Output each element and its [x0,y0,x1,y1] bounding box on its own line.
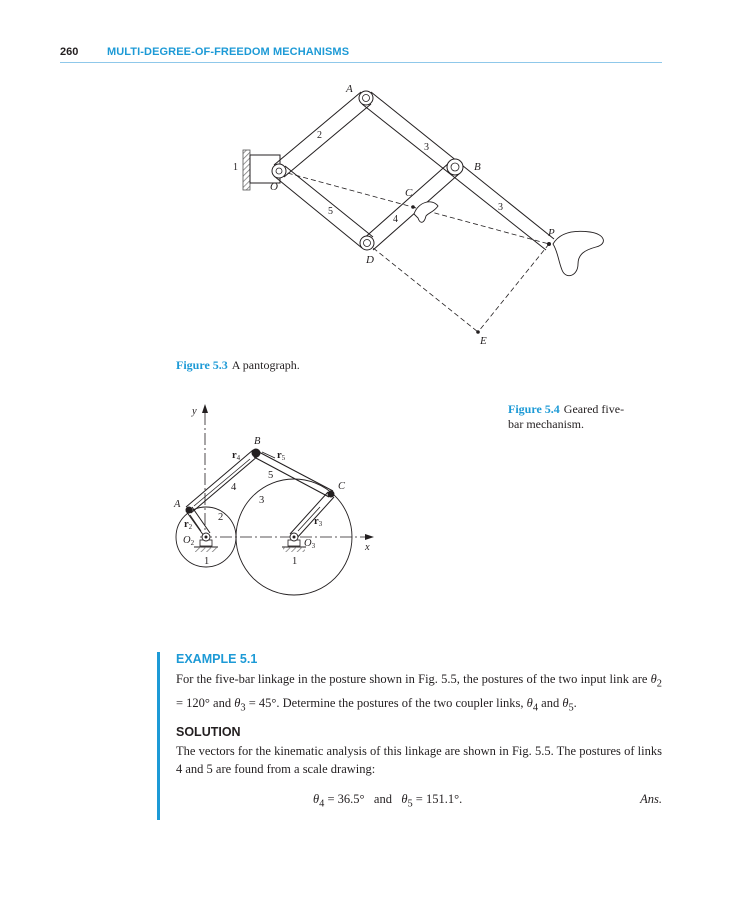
example-title: EXAMPLE 5.1 [176,652,258,666]
label-b: B [474,161,481,173]
axis-label-x: x [365,542,370,553]
label-link-5: 5 [268,470,274,481]
label-o3: O3 [304,538,316,550]
joint-b [252,449,261,458]
figure-5-4-caption-text: Geared five-bar mechanism. [508,402,625,431]
figure-5-4-caption [508,402,628,432]
page-number: 260 [60,46,79,58]
figure-5-3-label: Figure 5.3 [176,358,228,372]
label-link-3b: 3 [498,202,503,213]
label-link-4: 4 [231,482,237,493]
label-ground-1: 1 [233,162,238,173]
label-o2: O2 [183,535,195,547]
solution-equation [176,792,662,810]
label-r3: r3 [314,516,323,528]
label-joint-b: B [254,436,261,447]
label-r5: r5 [277,450,286,462]
label-joint-c: C [338,481,346,492]
label-e: E [480,335,487,347]
pivot-o2 [194,533,218,552]
position-vectors [190,452,320,531]
x-axis-arrow [365,534,374,540]
example-accent-bar [157,652,160,820]
label-link-2: 2 [218,512,224,523]
label-ground-1a: 1 [204,556,210,567]
label-r2: r2 [184,519,193,531]
answer-marker: Ans. [640,792,662,806]
joint-c [328,491,335,498]
running-head: MULTI-DEGREE-OF-FREEDOM MECHANISMS [107,46,350,58]
y-axis-arrow [202,404,208,413]
axis-label-y: y [192,406,197,417]
pivot-o3 [282,533,306,552]
label-o: O [270,181,278,193]
label-link-2: 2 [317,130,322,141]
label-joint-a: A [174,499,181,510]
label-p: P [548,227,555,239]
equation-body: $\theta_4 = 36.5^\circ$ and $\theta_5 = 151.1^\circ$. [313,792,463,810]
label-r4: r4 [232,450,241,462]
label-link-3a: 3 [424,142,429,153]
solution-title: SOLUTION [176,725,241,739]
figure-5-4-label: Figure 5.4 [508,402,560,416]
solution-text: The vectors for the kinematic analysis of this linkage are shown in Fig. 5.5. The postures of links 4 and 5 are found from a scale drawing: [176,744,662,776]
joint-a [186,507,193,514]
label-link-5: 5 [328,206,333,217]
label-a: A [346,83,353,95]
label-link-4: 4 [393,214,398,225]
example-prompt: For the five-bar linkage in the posture shown in Fig. 5.5, the postures of the two input link are $\theta_2 = 120^\circ$ and $\theta_3 = 45^\circ$. Determine the postures of the two coupler links, $\theta_4$ and $\theta_5$. [176,672,662,713]
label-ground-1b: 1 [292,556,298,567]
figure-5-3-caption-text: A pantograph. [231,358,300,372]
label-c: C [405,187,413,199]
label-link-3: 3 [259,495,265,506]
label-d: D [366,254,374,266]
